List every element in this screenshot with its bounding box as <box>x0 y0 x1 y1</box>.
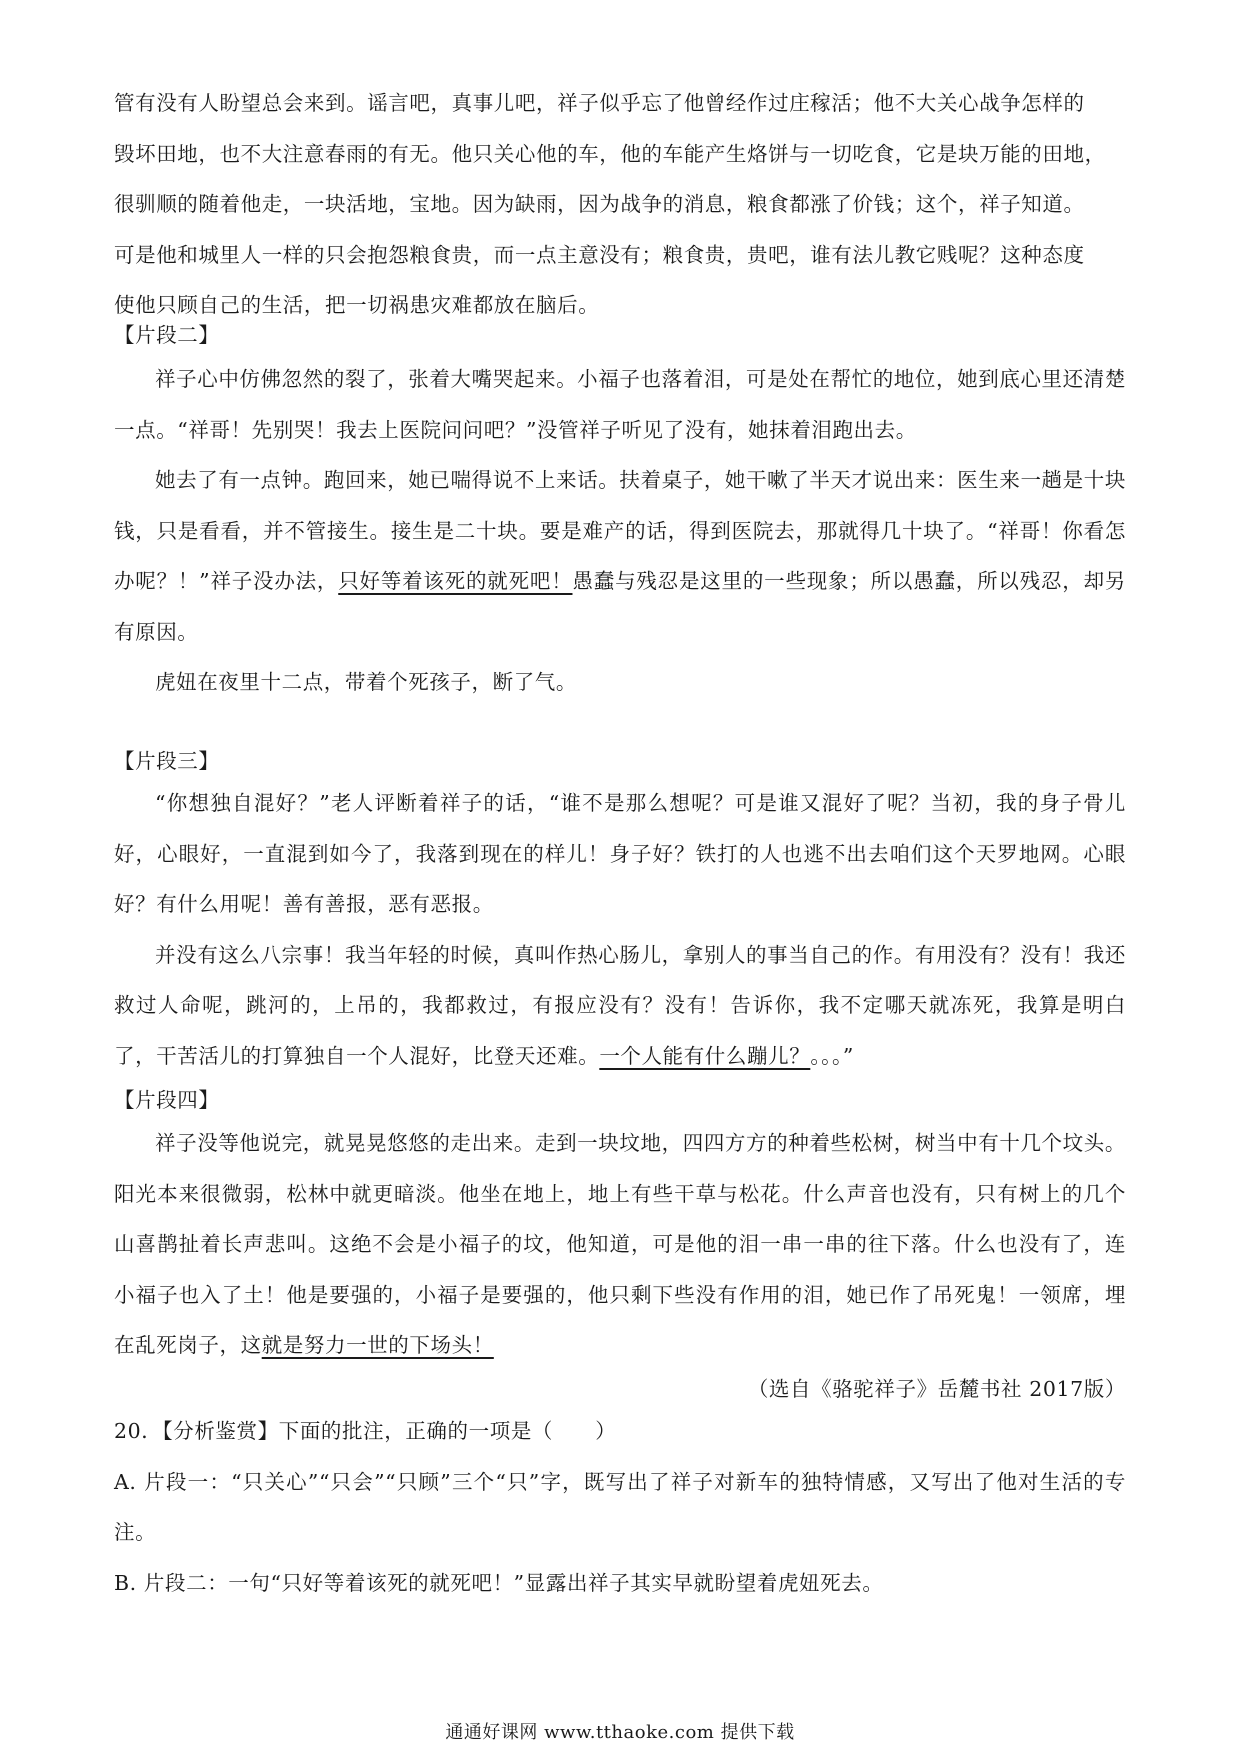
source-citation: （选自《骆驼祥子》岳麓书社 2017版） <box>747 1377 1126 1401</box>
question-20 <box>114 1406 1126 1608</box>
intro-line: 使他只顾自己的生活，把一切祸患灾难都放在脑后。 <box>114 293 600 317</box>
section3-p2-tail: 。。。” <box>810 1043 854 1068</box>
section3-paragraph-1: “你想独自混好？”老人评断着祥子的话，“谁不是那么想呢？可是谁又混好了呢？当初，我的身子骨儿好，心眼好，一直混到如今了，我落到现在的样儿！身子好？铁打的人也逃不出去咱们这个天罗地网。心眼好？有什么用呢！善有善报，恶有恶报。 <box>114 791 1126 916</box>
section2-paragraph-3: 虎妞在夜里十二点，带着个死孩子，断了气。 <box>155 670 577 694</box>
section2-paragraph-1: 祥子心中仿佛忽然的裂了，张着大嘴哭起来。小福子也落着泪，可是处在帮忙的地位，她到底心里还清楚一点。“祥哥！先别哭！我去上医院问问吧？”没管祥子听见了没有，她抹着泪跑出去。 <box>114 367 1126 442</box>
section2-p2-text: 她去了有一点钟。跑回来，她已喘得说不上来话。扶着桌子，她干嗽了半天才说出来：医生来一趟是十块钱，只是看看，并不管接生。接生是二十块。要是难产的话，得到医院去，那就得几十块了。“祥哥！你看怎办呢？！”祥子没办法， <box>114 468 1126 593</box>
underlined-annotation-1: 只好等着该死的就死吧！ <box>338 569 573 593</box>
section4-p1-text: 祥子没等他说完，就晃晃悠悠的走出来。走到一块坟地，四四方方的种着些松树，树当中有十几个坟头。阳光本来很微弱，松林中就更暗淡。他坐在地上，地上有些干草与松花。什么声音也没有，只有树上的几个山喜鹊扯着长声悲叫。这绝不会是小福子的坟，他知道，可是他的泪一串一串的往下落。什么也没有了，连小福子也入了土！他是要强的，小福子是要强的，他只剩下些没有作用的泪，她已作了吊死鬼！一领席，埋在乱死岗子，这 <box>114 1131 1126 1357</box>
underlined-annotation-3: 就是努力一世的下场头！ <box>261 1333 494 1357</box>
section3-body <box>114 778 1126 1081</box>
page-footer: 通通好课网 www.tthaoke.com 提供下载 <box>445 1722 795 1743</box>
intro-line: 很驯顺的随着他走，一块活地，宝地。因为缺雨，因为战争的消息，粮食都涨了价钱；这个，祥子知道。 <box>114 192 1085 216</box>
section2-body <box>114 354 1126 708</box>
section2-p2-tail: 愚蠢与残忍是这里的一些现象；所以愚蠢，所以残忍，却另有原因。 <box>114 569 1126 644</box>
section2-heading: 【片段二】 <box>114 323 220 347</box>
option-a: A. 片段一：“只关心”“只会”“只顾”三个“只”字，既写出了祥子对新车的独特情感，又写出了他对生活的专注。 <box>114 1469 1126 1544</box>
question-stem: 20．【分析鉴赏】下面的批注，正确的一项是（ ） <box>114 1419 617 1443</box>
section3-heading: 【片段三】 <box>114 749 220 773</box>
section3-p2-text: 并没有这么八宗事！我当年轻的时候，真叫作热心肠儿，拿别人的事当自己的作。有用没有？没有！我还救过人命呢，跳河的，上吊的，我都救过，有报应没有？没有！告诉你，我不定哪天就冻死，我算是明白了，干苦活儿的打算独自一个人混好，比登天还难。 <box>114 942 1126 1068</box>
section2-paragraph-2 <box>114 455 1126 657</box>
intro-line: 可是他和城里人一样的只会抱怨粮食贵，而一点主意没有；粮食贵，贵吧，谁有法儿教它贱呢？这种态度 <box>114 242 1085 267</box>
passage-intro <box>114 78 1126 331</box>
section4-paragraph-1 <box>114 1118 1126 1371</box>
option-b: B. 片段二：一句“只好等着该死的就死吧！”显露出祥子其实早就盼望着虎妞死去。 <box>114 1570 884 1595</box>
underlined-annotation-2: 一个人能有什么蹦儿？ <box>599 1043 811 1068</box>
section4-heading: 【片段四】 <box>114 1088 220 1112</box>
section3-paragraph-2 <box>114 930 1126 1082</box>
section4-body <box>114 1118 1126 1371</box>
intro-line: 毁坏田地，也不大注意春雨的有无。他只关心他的车，他的车能产生烙饼与一切吃食，它是块万能的田地， <box>114 141 1106 166</box>
intro-line: 管有没有人盼望总会来到。谣言吧，真事儿吧，祥子似乎忘了他曾经作过庄稼活；他不大关心战争怎样的 <box>114 91 1085 115</box>
